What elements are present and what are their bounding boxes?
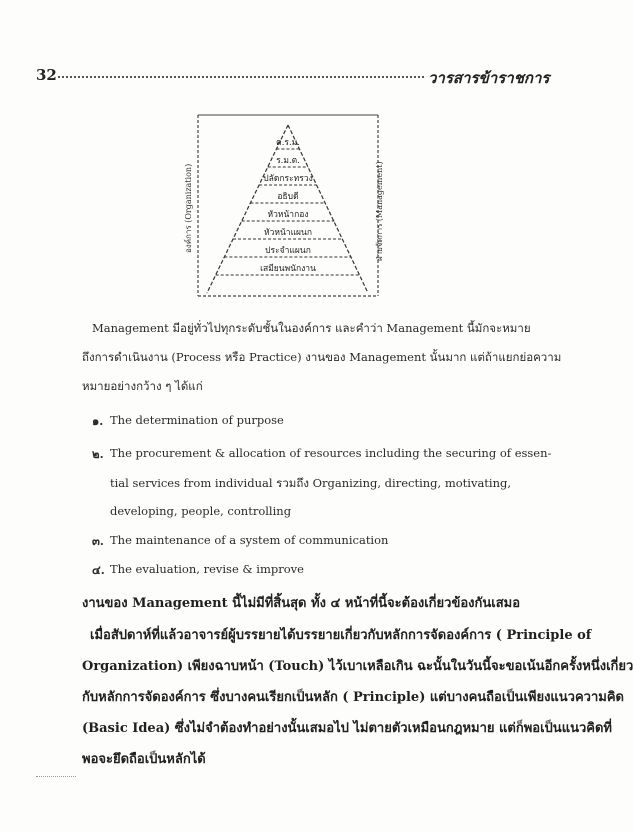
paragraph2-line5: พอจะยึดถือเป็นหลักได้ — [82, 752, 206, 767]
page-number: 32 — [36, 66, 57, 84]
pyramid-level-label: ค.ร.ม. — [276, 138, 300, 148]
list-marker: ๓. — [92, 534, 104, 548]
pyramid-level-label: เสมียนพนักงาน — [260, 264, 316, 274]
list-item-text: tial services from individual รวมถึง Organizing, directing, motivating, — [110, 476, 512, 490]
paragraph2-line4: (Basic Idea) ซึ่งไม่จำต้องทำอย่างนั้นเสมอไป ไม่ตายตัวเหมือนกฎหมาย แต่ก็พอเป็นแนวคิดที่ — [82, 721, 612, 736]
pyramid-level-label: ประจำแผนก — [265, 246, 311, 256]
list-item-text: The determination of purpose — [110, 413, 284, 427]
list-item-text: developing, people, controlling — [110, 504, 292, 518]
paragraph2-line3: กับหลักการจัดองค์การ ซึ่งบางคนเรียกเป็นหลัก ( Principle) แต่บางคนถือเป็นเพียงแนวความคิด — [82, 690, 624, 705]
paragraph2-line2: Organization) เพียงฉาบหน้า (Touch) ไว้เบาเหลือเกิน ฉะนั้นในวันนี้จะขอเน้นอีกครั้งหนึ่งเกี่ยว — [82, 659, 633, 674]
organization-pyramid-diagram — [184, 113, 395, 303]
header-divider — [58, 76, 424, 78]
paragraph1-line1: Management มีอยู่ทั่วไปทุกระดับชั้นในองค์การ และคำว่า Management นี้มักจะหมาย — [92, 321, 531, 335]
list-item-text: The maintenance of a system of communication — [110, 533, 389, 547]
pyramid-level-label: ร.ม.ต. — [276, 156, 300, 166]
paragraph1-line3: หมายอย่างกว้าง ๆ ได้แก่ — [82, 379, 203, 393]
pyramid-level-label: หัวหน้ากอง — [267, 210, 309, 220]
list-marker: ๒. — [92, 447, 104, 461]
footer-smudge — [36, 776, 76, 777]
journal-title: วารสารข้าราชการ — [428, 69, 550, 87]
paragraph1-line2: ถึงการดำเนินงาน (Process หรือ Practice) งานของ Management นั้นมาก แต่ถ้าแยกย่อความ — [82, 350, 562, 364]
list-item-text: The procurement & allocation of resources including the securing of essen- — [110, 446, 552, 460]
list-item-text: The evaluation, revise & improve — [110, 562, 304, 576]
diagram-left-label: องค์การ (Organization) — [184, 163, 193, 253]
list-marker: ๔. — [92, 563, 105, 577]
pyramid-level-label: ปลัดกระทรวง — [263, 174, 313, 184]
pyramid-level-label: อธิบดี — [277, 192, 299, 202]
pyramid-level-label: หัวหน้าแผนก — [264, 228, 312, 238]
diagram-right-label: ฝ่ายจัดการ (Management) — [375, 161, 384, 261]
paragraph2-line1: เมื่อสัปดาห์ที่แล้วอาจารย์ผู้บรรยายได้บรรยายเกี่ยวกับหลักการจัดองค์การ ( Principle of — [90, 628, 592, 643]
closing-sentence: งานของ Management นี้ไม่มีที่สิ้นสุด ทั้ง ๔ หน้าที่นี้จะต้องเกี่ยวข้องกันเสมอ — [82, 596, 521, 611]
list-marker: ๑. — [92, 414, 104, 428]
